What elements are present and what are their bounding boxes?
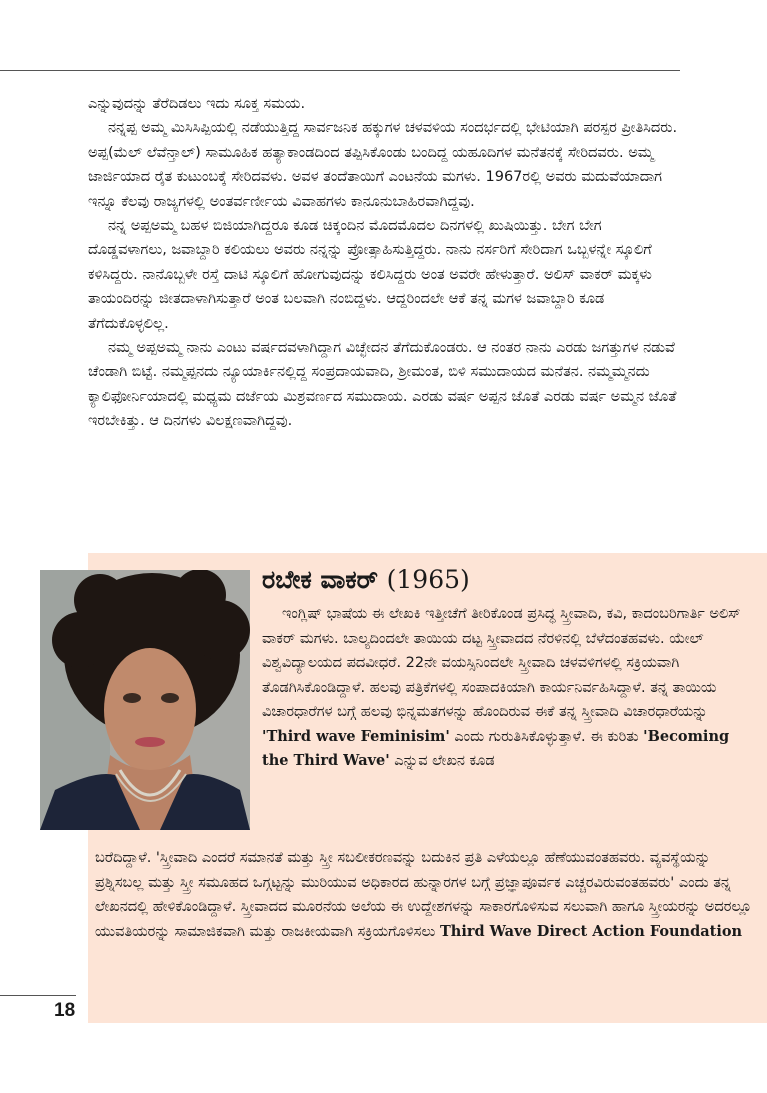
portrait-photo [40,570,250,830]
top-rule [0,70,680,71]
bio-years: (1965) [386,565,470,594]
paragraph-1: ನನ್ನಪ್ಪ ಅಮ್ಮ ಮಿಸಿಸಿಪ್ಪಿಯಲ್ಲಿ ನಡೆಯುತ್ತಿದ್ದ ಸಾರ್ವಜನಿಕ ಹಕ್ಕುಗಳ ಚಳವಳಿಯ ಸಂದರ್ಭದಲ್ಲಿ ಭೇಟಿಯಾಗಿ ಪರಸ್ಪರ ಪ್ರೀತಿಸಿದರು. ಅಪ್ಪ(ಮೆಲ್ ಲೆವೆನ್ತಾಲ್) ಸಾಮೂಹಿಕ ಹತ್ಯಾಕಾಂಡದಿಂದ ತಪ್ಪಿಸಿಕೊಂಡು ಬಂದಿದ್ದ ಯಹೂದಿಗಳ ಮನೆತನಕ್ಕೆ ಸೇರಿದವರು. ಅಮ್ಮ ಜಾರ್ಜಿಯಾದ ರೈತ ಕುಟುಂಬಕ್ಕೆ ಸೇರಿದವಳು. ಅವಳ ತಂದೆತಾಯಿಗೆ ಎಂಟನೆಯ ಮಗಳು. 1967ರಲ್ಲಿ ಅವರು ಮದುವೆಯಾದಾಗ ಇನ್ನೂ ಕೆಲವು ರಾಜ್ಯಗಳಲ್ಲಿ ಅಂತರ್ವರ್ಣೀಯ ವಿವಾಹಗಳು ಕಾನೂನುಬಾಹಿರವಾಗಿದ್ದವು. [88,120,678,210]
paragraph-3: ನಮ್ಮ ಅಪ್ಪಅಮ್ಮ ನಾನು ಎಂಟು ವರ್ಷದವಳಾಗಿದ್ದಾಗ ವಿಚ್ಛೇದನ ತೆಗೆದುಕೊಂಡರು. ಆ ನಂತರ ನಾನು ಎರಡು ಜಗತ್ತುಗಳ ನಡುವೆ ಚೆಂಡಾಗಿ ಬಿಟ್ಟೆ. ನಮ್ಮಪ್ಪನದು ನ್ಯೂಯಾರ್ಕಿನಲ್ಲಿದ್ದ ಸಂಪ್ರದಾಯವಾದಿ, ಶ್ರೀಮಂತ, ಬಿಳಿ ಸಮುದಾಯದ ಮನೆತನ. ನಮ್ಮಮ್ಮನದು ಕ್ಯಾಲಿಫೋರ್ನಿಯಾದಲ್ಲಿ ಮಧ್ಯಮ ದರ್ಜೆಯ ಮಿಶ್ರವರ್ಣದ ಸಮುದಾಯ. ಎರಡು ವರ್ಷ ಅಪ್ಪನ ಜೊತೆ ಎರಡು ವರ್ಷ ಅಮ್ಮನ ಜೊತೆ ಇರಬೇಕಿತ್ತು. ಆ ದಿನಗಳು ವಿಲಕ್ಷಣವಾಗಿದ್ದವು. [88,340,677,430]
bottom-rule [0,995,76,996]
paragraph-0: ಎನ್ನುವುದನ್ನು ತೆರೆದಿಡಲು ಇದು ಸೂಕ್ತ ಸಮಯ. [88,96,306,112]
bio-intro-c: ಎನ್ನುವ ಲೇಖನ ಕೂಡ [389,753,495,769]
paragraph-2: ನನ್ನ ಅಪ್ಪಅಮ್ಮ ಬಹಳ ಬಿಜಿಯಾಗಿದ್ದರೂ ಕೂಡ ಚಿಕ್ಕಂದಿನ ಮೊದಮೊದಲ ದಿನಗಳಲ್ಲಿ ಖುಷಿಯಿತ್ತು. ಬೇಗ ಬೇಗ ದೊಡ್ಡವಳಾಗಲು, ಜವಾಬ್ದಾರಿ ಕಲಿಯಲು ಅವರು ನನ್ನನ್ನು ಪ್ರೋತ್ಸಾಹಿಸುತ್ತಿದ್ದರು. ನಾನು ನರ್ಸರಿಗೆ ಸೇರಿದಾಗ ಒಬ್ಬಳನ್ನೇ ಸ್ಕೂಲಿಗೆ ಕಳಿಸಿದ್ದರು. ನಾನೊಬ್ಬಳೇ ರಸ್ತೆ ದಾಟಿ ಸ್ಕೂಲಿಗೆ ಹೋಗುವುದನ್ನು ಕಲಿಸಿದ್ದರು ಅಂತ ಅವರೇ ಹೇಳುತ್ತಾರೆ. ಅಲಿಸ್ ವಾಕರ್ ಮಕ್ಕಳು ತಾಯಂದಿರನ್ನು ಜೀತದಾಳಾಗಿಸುತ್ತಾರೆ ಅಂತ ಬಲವಾಗಿ ನಂಬಿದ್ದಳು. ಆದ್ದರಿಂದಲೇ ಆಕೆ ತನ್ನ ಮಗಳ ಜವಾಬ್ದಾರಿ ಕೂಡ ತೆಗೆದುಕೊಳ್ಳಲಿಲ್ಲ. [88,218,652,332]
bio-term-becoming: 'Becoming the Third Wave' [262,727,730,769]
bio-foundation: Third Wave Direct Action Foundation [439,922,743,940]
bio-term-third-wave: 'Third wave Feminisim' [262,727,450,745]
bio-title [262,562,752,598]
bio-intro-a: ಇಂಗ್ಲಿಷ್ ಭಾಷೆಯ ಈ ಲೇಖಕಿ ಇತ್ತೀಚೆಗೆ ತೀರಿಕೊಂಡ ಪ್ರಸಿದ್ಧ ಸ್ತ್ರೀವಾದಿ, ಕವಿ, ಕಾದಂಬರಿಗಾರ್ತಿ ಅಲಿಸ್ ವಾಕರ್ ಮಗಳು. ಬಾಲ್ಯದಿಂದಲೇ ತಾಯಿಯ ದಟ್ಟ ಸ್ತ್ರೀವಾದದ ನೆರಳಿನಲ್ಲಿ ಬೆಳೆದಂತಹವಳು. ಯೇಲ್ ವಿಶ್ವವಿದ್ಯಾಲಯದ ಪದವೀಧರೆ. 22ನೇ ವಯಸ್ಸಿನಿಂದಲೇ ಸ್ತ್ರೀವಾದಿ ಚಳವಳಿಗಳಲ್ಲಿ ಸಕ್ರಿಯವಾಗಿ ತೊಡಗಿಸಿಕೊಂಡಿದ್ದಾಳೆ. ಹಲವು ಪತ್ರಿಕೆಗಳಲ್ಲಿ ಸಂಪಾದಕಿಯಾಗಿ ಕಾರ್ಯನಿರ್ವಹಿಸಿದ್ದಾಳೆ. ತನ್ನ ತಾಯಿಯ ವಿಚಾರಧಾರೆಗಳ ಬಗ್ಗೆ ಹಲವು ಭಿನ್ನಮತಗಳನ್ನು ಹೊಂದಿರುವ ಈಕೆ ತನ್ನ ಸ್ತ್ರೀವಾದಿ ವಿಚಾರಧಾರೆಯನ್ನು [262,606,741,720]
bio-name: ರಬೇಕ ವಾಕರ್ [262,565,378,594]
portrait-image [40,570,250,830]
bio-intro-b: ಎಂದು ಗುರುತಿಸಿಕೊಳ್ಳುತ್ತಾಳೆ. ಈ ಕುರಿತು [449,728,644,745]
main-text [88,92,678,434]
bio-rest-a: ಬರೆದಿದ್ದಾಳೆ. 'ಸ್ತ್ರೀವಾದಿ ಎಂದರೆ ಸಮಾನತೆ ಮತ್ತು ಸ್ತ್ರೀ ಸಬಲೀಕರಣವನ್ನು ಬದುಕಿನ ಪ್ರತಿ ಎಳೆಯಲ್ಲೂ ಹೆಣೆಯುವಂತಹವರು. ವ್ಯವಸ್ಥೆಯನ್ನು ಪ್ರಶ್ನಿಸಬಲ್ಲ ಮತ್ತು ಸ್ತ್ರೀ ಸಮೂಹದ ಒಗ್ಗಟ್ಟನ್ನು ಮುರಿಯುವ ಅಧಿಕಾರದ ಹುನ್ನಾರಗಳ ಬಗ್ಗೆ ಪ್ರಜ್ಞಾಪೂರ್ವಕ ಎಚ್ಚರವಿರುವಂತಹವರು' ಎಂದು ತನ್ನ ಲೇಖನದಲ್ಲಿ ಹೇಳಿಕೊಂಡಿದ್ದಾಳೆ. ಸ್ತ್ರೀವಾದದ ಮೂರನೆಯ ಅಲೆಯ ಈ ಉದ್ದೇಶಗಳನ್ನು ಸಾಕಾರಗೊಳಿಸುವ ಸಲುವಾಗಿ ಹಾಗೂ ಸ್ತ್ರೀಯರನ್ನು ಅದರಲ್ಲೂ ಯುವತಿಯರನ್ನು ಸಾಮಾಜಿಕವಾಗಿ ಮತ್ತು ರಾಜಕೀಯವಾಗಿ ಸಕ್ರಿಯಗೊಳಿಸಲು [95,850,752,940]
bio-text-beside-photo [262,602,760,774]
page-number: 18 [54,1000,76,1021]
bio-text-full-width [95,846,755,944]
